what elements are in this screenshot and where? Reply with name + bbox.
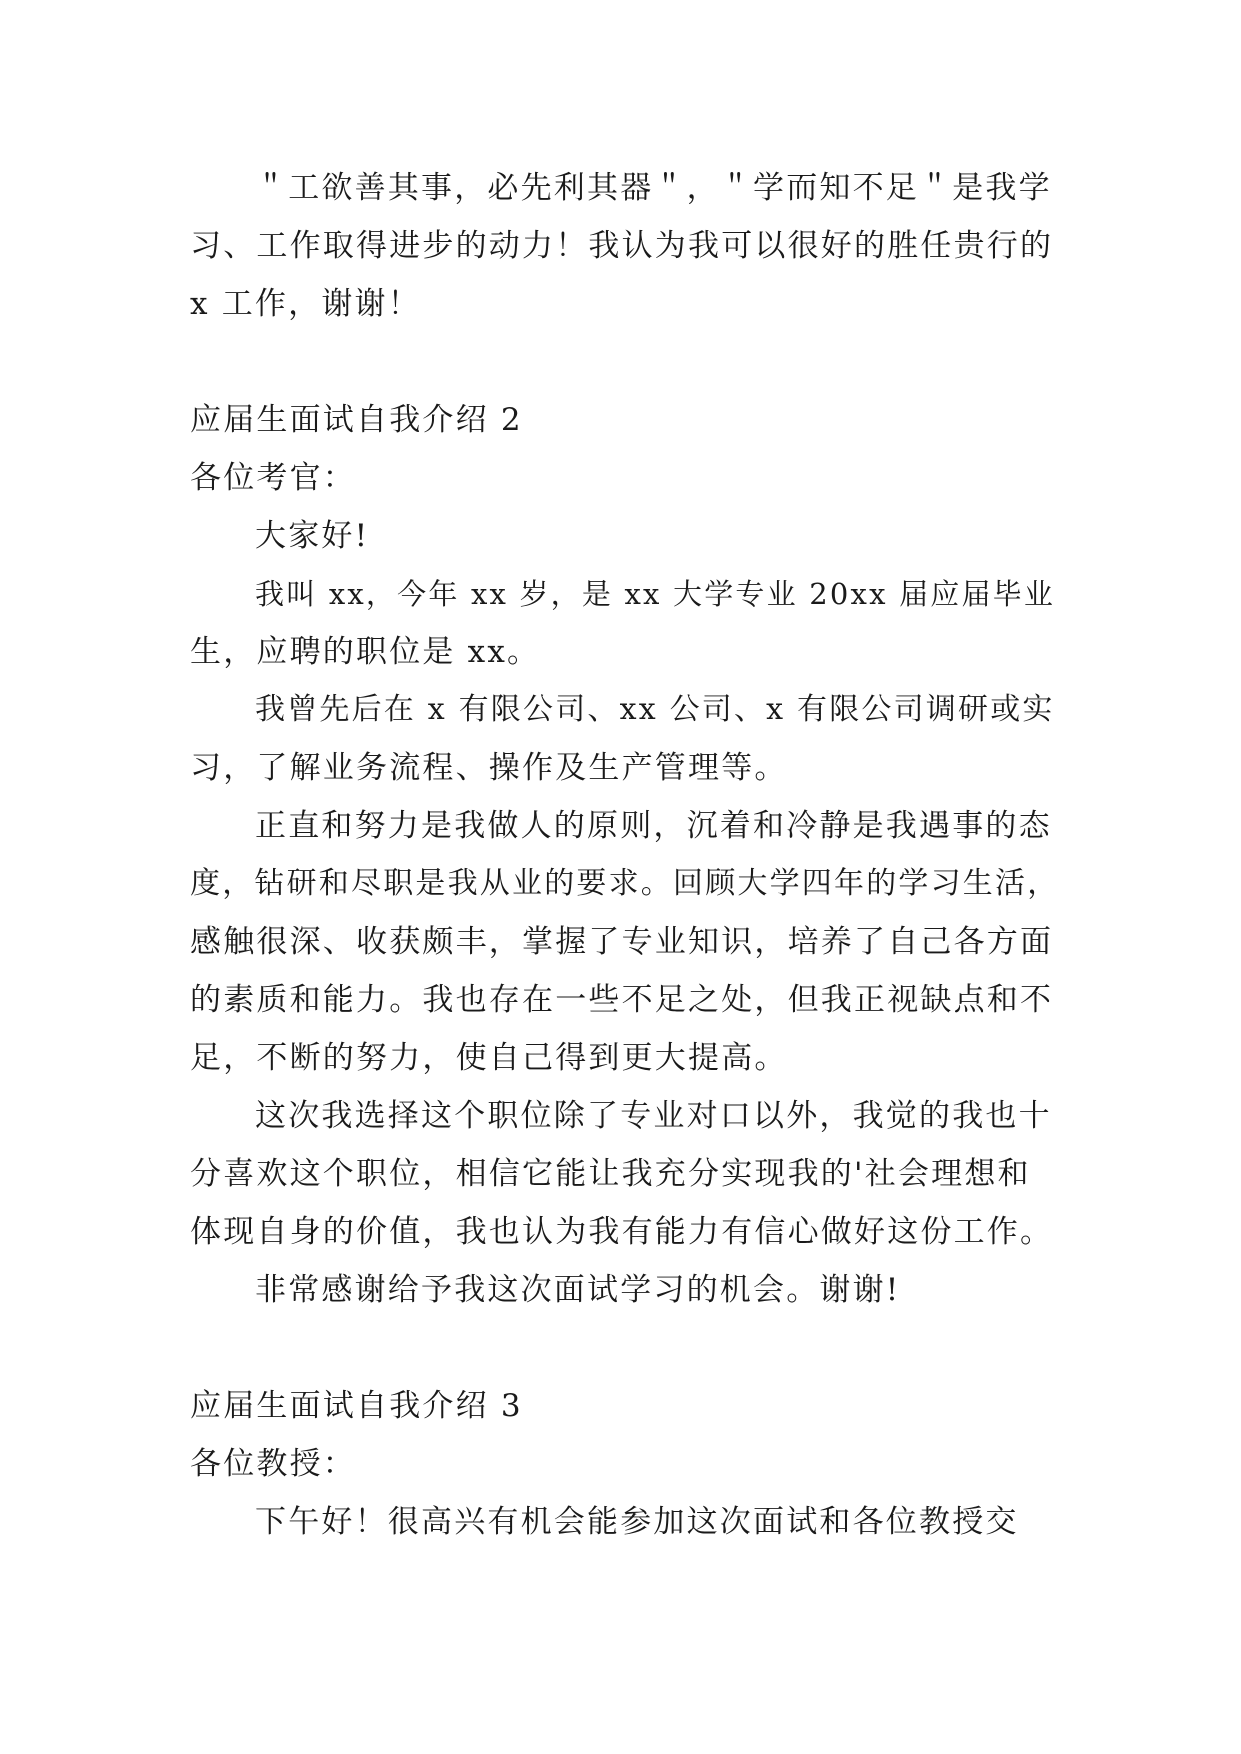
salutation: 各位考官： <box>190 460 356 496</box>
section-title: 应届生面试自我介绍 3 <box>190 1388 523 1424</box>
paragraph-line: 体现自身的价值，我也认为我有能力有信心做好这份工作。 <box>190 1214 1054 1250</box>
paragraph-line: 非常感谢给予我这次面试学习的机会。谢谢! <box>255 1272 901 1308</box>
paragraph-line: 足，不断的努力，使自己得到更大提高。 <box>190 1040 788 1076</box>
paragraph-line: 我曾先后在 x 有限公司、xx 公司、x 有限公司调研或实 <box>255 692 1055 727</box>
section-title: 应届生面试自我介绍 2 <box>190 402 523 438</box>
paragraph-line: 习，了解业务流程、操作及生产管理等。 <box>190 750 788 786</box>
paragraph-line: 我叫 xx，今年 xx 岁，是 xx 大学专业 20xx 届应届毕业 <box>255 577 1056 611</box>
paragraph-line: 分喜欢这个职位，相信它能让我充分实现我的'社会理想和 <box>190 1156 1031 1192</box>
paragraph-line: ＂工欲善其事，必先利其器＂，＂学而知不足＂是我学 <box>255 170 1052 206</box>
paragraph-line: 大家好! <box>255 518 370 554</box>
paragraph-line: 这次我选择这个职位除了专业对口以外，我觉的我也十 <box>255 1098 1052 1134</box>
paragraph-line: x 工作，谢谢！ <box>190 286 421 322</box>
salutation: 各位教授： <box>190 1446 356 1482</box>
paragraph-line: 感触很深、收获颇丰，掌握了专业知识，培养了自己各方面 <box>190 924 1054 960</box>
paragraph-line: 的素质和能力。我也存在一些不足之处，但我正视缺点和不 <box>190 982 1054 1018</box>
paragraph-line: 度，钻研和尽职是我从业的要求。回顾大学四年的学习生活， <box>190 866 1060 901</box>
paragraph-line: 下午好！很高兴有机会能参加这次面试和各位教授交 <box>255 1504 1019 1540</box>
paragraph-line: 正直和努力是我做人的原则，沉着和冷静是我遇事的态 <box>255 808 1052 844</box>
paragraph-line: 生，应聘的职位是 xx。 <box>190 634 541 670</box>
paragraph-line: 习、工作取得进步的动力！我认为我可以很好的胜任贵行的 <box>190 228 1054 264</box>
